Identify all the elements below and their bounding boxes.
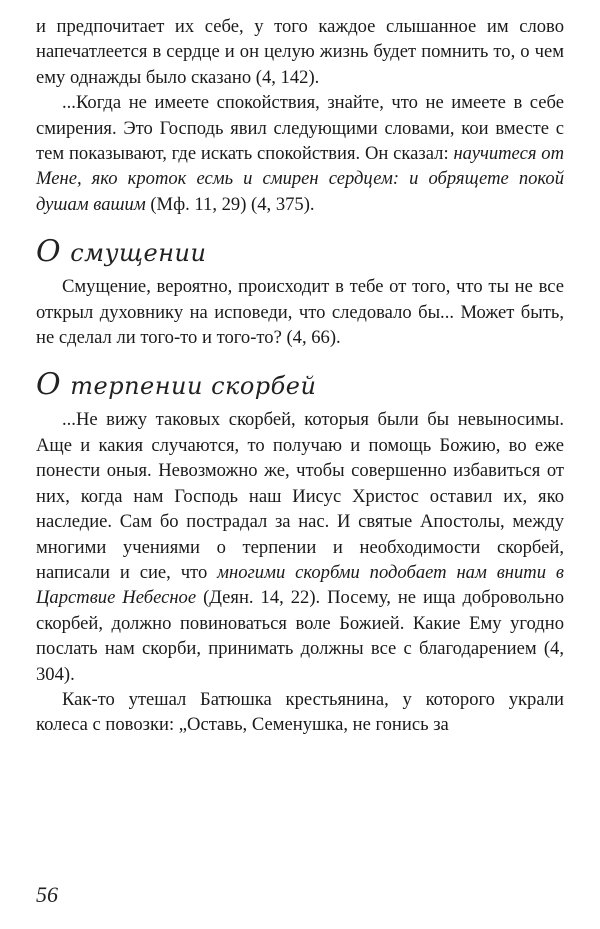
paragraph-text: ...Не вижу таковых скорбей, которыя были бы невыносимы. Аще и какия случаются, то получаю и помощь Божию, во еже понести оныя. Невозможно же, чтобы совершенно избавиться от них, когда нам Господь наш Иисус Христос оставил их, яко наследие. Сам бо пострадал за нас. И святые Апостолы, между многими учениями о терпении и необходимости скорбей, написали и сие, что: [36, 409, 564, 583]
paragraph-confusion: Смущение, вероятно, происходит в тебе от того, что ты не все открыл духовнику на исповеди, что следовало бы... Может быть, не сделал ли того-то и того-то? (4, 66).: [36, 276, 564, 349]
paragraph-humility: [36, 90, 564, 217]
paragraph-text: (Деян. 14, 22). Посему, не ища добровольно скорбей, должно повиноваться воле Божией. Какие Ему угодно послать нам скорби, принимать должны все с благодарением (4, 304).: [36, 587, 564, 685]
page-body: [36, 14, 564, 738]
paragraph-text: ...Когда не имеете спокойствия, знайте, что не имеете в себе смирения. Это Господь явил следующими словами, кои вместе с тем показывают, где искать спокойствия. Он сказал:: [36, 92, 564, 165]
heading-text: терпении скорбей: [62, 372, 317, 401]
paragraph-peasant: Как-то утешал Батюшка крестьянина, у которого украли колеса с повозки: „Оставь, Семенушка, не гонись за: [36, 688, 564, 736]
heading-initial: О: [36, 234, 62, 270]
page-number: 56: [36, 882, 58, 907]
paragraph-sorrows: [36, 407, 564, 686]
scripture-quote: научитеся от Мене, яко кроток есмь и смирен сердцем: и обрящете покой душам вашим: [36, 143, 564, 215]
paragraph-text: (Мф. 11, 29) (4, 375).: [145, 193, 315, 215]
section-heading-confusion: [36, 234, 564, 270]
scripture-quote: многими скорбми подобает нам внити в Царствие Небесное: [36, 561, 564, 609]
heading-text: смущении: [62, 239, 207, 268]
section-heading-patience: [36, 367, 564, 403]
heading-initial: О: [36, 367, 62, 403]
paragraph-continued: и предпочитает их себе, у того каждое слышанное им слово напечатлеется в сердце и он целую жизнь будет помнить то, о чем ему однажды было сказано (4, 142).: [36, 16, 564, 88]
